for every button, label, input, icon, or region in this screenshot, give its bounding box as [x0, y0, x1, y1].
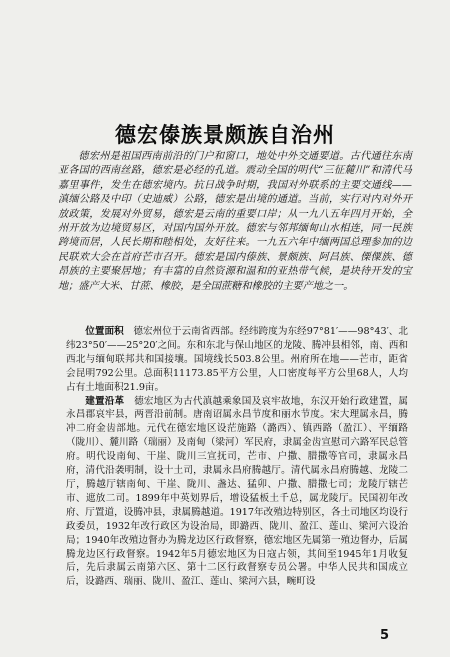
- page-number: 5: [380, 628, 390, 643]
- intro-text: 德宏州是祖国西南前沿的门户和窗口，地处中外交通要道。古代通往东南亚各国的西南丝路，德宏是必经的孔道。震动全国的明代“三征麓川”和清代马嘉里事件，发生在德宏境内。抗日战争时期，我国对外联系的主要交通线——滇缅公路及中印（史迪威）公路，德宏是出境的通道。当前，实行对内对外开放政策，发展对外贸易，德宏是云南的重要口岸；从一九八五年四月开始，全州开放为边境贸易区，对国内国外开放。德宏与邻邦缅甸山水相连，同一民族跨境而居，人民长期和睦相处，友好往来。一九五六年中缅两国总理参加的边民联欢大会在首府芒市召开。德宏是国内傣族、景颇族、阿昌族、傈僳族、德昂族的主要聚居地；有丰富的自然资源和温和的亚热带气候，是块待开发的宝地；盛产大米、甘蔗、橡胶，是全国蔗糖和橡胶的主要产地之一。: [58, 151, 412, 292]
- page-title: 德宏傣族景颇族自治州: [115, 123, 335, 147]
- body-text: [66, 325, 408, 589]
- history-paragraph: [66, 395, 408, 590]
- section-label-position: 位置面积: [85, 326, 124, 337]
- position-text: 德宏州位于云南省西部。经纬跨度为东经97°81′——98°43′、北纬23°50′——25°20′之间。东和东北与保山地区的龙陵、腾冲县相邻，南、西和西北与缅甸联邦共和国接壤。国境线长503.8公里。州府所在地——芒市，距省会昆明792公里。总面积11173.85平方公里，人口密度每平方公里68人，人均占有土地面积21.9亩。: [66, 326, 409, 393]
- history-text: 德宏地区为古代滇越乘象国及哀牢故地，东汉开始行政建置，属永昌郡哀牢县，两晋沿前制。唐南诏属永昌节度和丽水节度。宋大理属永昌，腾冲二府金齿部地。元代在德宏地区设茫施路（潞西）、镇西路（盈江）、平缅路（陇川）、麓川路（瑞丽）及南甸（梁河）军民府，隶属金齿宣慰司六路军民总管府。明代设南甸、干崖、陇川三宣抚司，芒市、户撒、腊撒等官司，隶属永昌府，清代沿袭明制，设十土司，隶属永昌府腾越厅。清代属永昌府腾越、龙陵二厅，腾越厅辖南甸、干崖、陇川、盏达、猛卯、户撒、腊撒七司；龙陵厅辖芒市、遮放二司。1899年中英划界后，增设猛板土千总，属龙陵厅。民国初年改府、厅置道，设腾冲县，隶属腾越道。1917年改殖边特别区，各土司地区均设行政委员，1932年改行政区为设治局，即潞西、陇川、盈江、莲山、梁河六设治局；1940年改殖边督办为腾龙边区行政督察，德宏地区先属第一殖边督办，后属腾龙边区行政督察。1942年5月德宏地区为日寇占领，其间至1945年1月收复后，先后隶属云南第六区、第十二区行政督察专员公署。中华人民共和国成立后，设潞西、瑞丽、陇川、盈江、莲山、梁河六县，畹町设: [66, 395, 409, 588]
- position-paragraph: [66, 325, 408, 395]
- intro-paragraph: [58, 150, 412, 294]
- section-label-history: 建置沿革: [85, 395, 125, 407]
